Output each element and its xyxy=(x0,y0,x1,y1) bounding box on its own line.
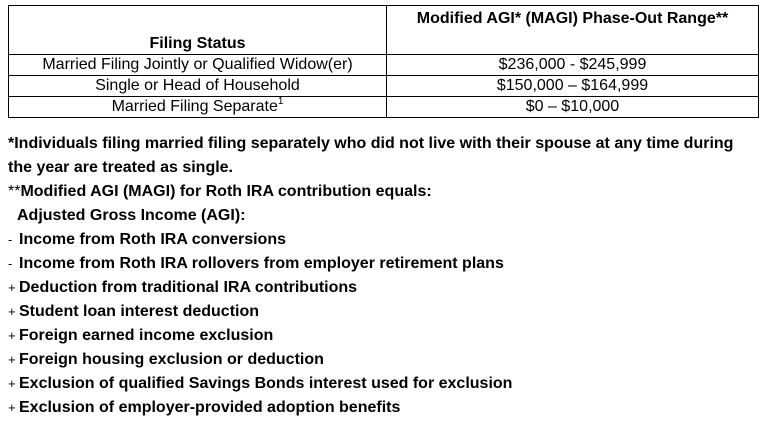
list-item xyxy=(8,324,760,348)
plus-sign: + xyxy=(8,352,16,367)
table-row xyxy=(9,76,759,97)
list-item xyxy=(8,228,760,252)
list-item-text: Income from Roth IRA rollovers from employer retirement plans xyxy=(19,255,504,272)
table-row xyxy=(9,97,759,118)
list-item xyxy=(8,300,760,324)
magi-intro-text: Modified AGI (MAGI) for Roth IRA contribution equals: xyxy=(20,183,432,200)
list-item-text: Exclusion of qualified Savings Bonds interest used for exclusion xyxy=(19,375,513,392)
filing-status-cell: Married Filing Jointly or Qualified Widow(er) xyxy=(9,55,387,76)
filing-status-header: Filing Status xyxy=(9,6,387,55)
plus-sign: + xyxy=(8,328,16,343)
list-item xyxy=(8,396,760,420)
double-asterisk: ** xyxy=(8,183,21,200)
single-filer-note: *Individuals filing married filing separately who did not live with their spouse at any time during the year are treated as single. xyxy=(8,135,734,176)
list-item xyxy=(8,348,760,372)
table-header-row xyxy=(9,6,759,55)
plus-sign: + xyxy=(8,280,16,295)
list-item-text: Deduction from traditional IRA contributions xyxy=(19,279,358,296)
filing-status-cell: Single or Head of Household xyxy=(9,76,387,97)
list-item-text: Foreign housing exclusion or deduction xyxy=(19,351,324,368)
list-item xyxy=(8,252,760,276)
plus-sign: + xyxy=(8,400,16,415)
phase-out-range-cell: $0 – $10,000 xyxy=(387,97,759,118)
list-item-text: Income from Roth IRA conversions xyxy=(19,231,286,248)
footnote-marker: 1 xyxy=(277,95,284,107)
plus-sign: + xyxy=(8,376,16,391)
list-item-text: Student loan interest deduction xyxy=(19,303,260,320)
filing-status-cell xyxy=(9,97,387,118)
filing-status-text: Married Filing Separate xyxy=(111,98,278,115)
notes-section xyxy=(8,132,760,420)
plus-sign: + xyxy=(8,304,16,319)
table-row xyxy=(9,55,759,76)
magi-definition-intro xyxy=(8,180,760,204)
agi-line: Adjusted Gross Income (AGI): xyxy=(17,207,246,224)
phase-out-range-cell: $236,000 - $245,999 xyxy=(387,55,759,76)
list-item xyxy=(8,372,760,396)
minus-sign: - xyxy=(8,232,13,247)
phase-out-range-cell: $150,000 – $164,999 xyxy=(387,76,759,97)
minus-sign: - xyxy=(8,256,13,271)
list-item xyxy=(8,276,760,300)
magi-phase-out-table xyxy=(8,5,759,118)
list-item-text: Foreign earned income exclusion xyxy=(19,327,274,344)
phase-out-range-header: Modified AGI* (MAGI) Phase-Out Range** xyxy=(387,6,759,55)
list-item-text: Exclusion of employer-provided adoption benefits xyxy=(19,399,401,416)
